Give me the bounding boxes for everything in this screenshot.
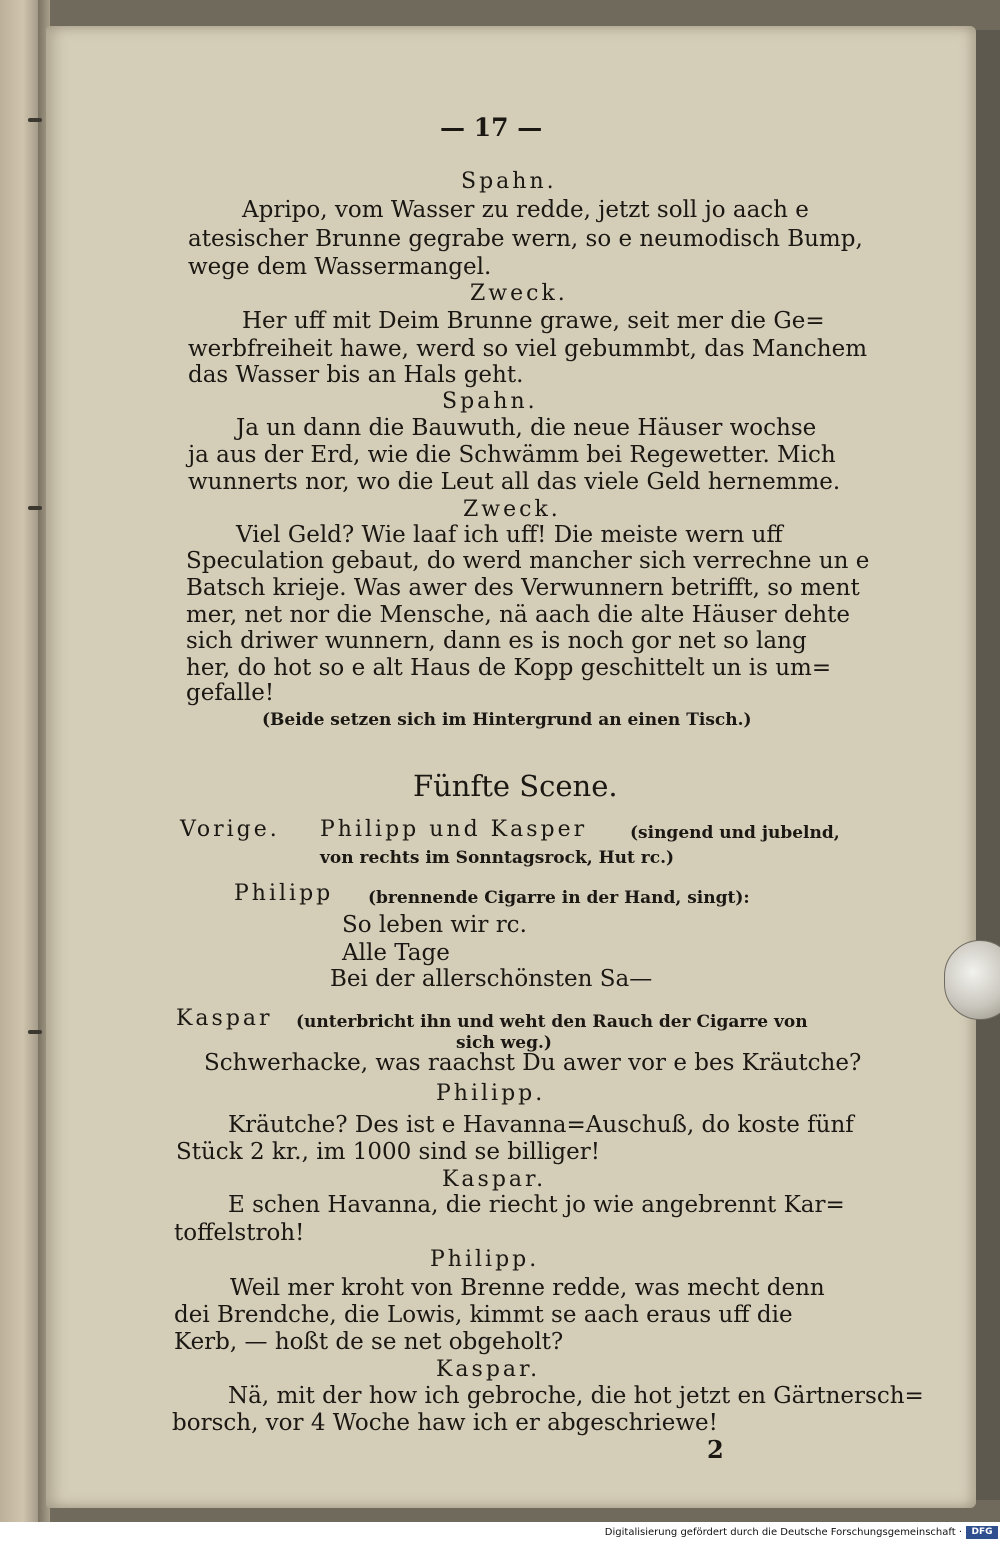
text-line: Kerb, — hoßt de se net obgeholt? — [174, 1329, 564, 1355]
text-line: dei Brendche, die Lowis, kimmt se aach eraus uff die — [174, 1302, 793, 1328]
left-page-edge — [0, 0, 42, 1522]
text-line: wunnerts nor, wo die Leut all das viele Geld hernemme. — [188, 469, 841, 495]
printer-signature: 2 — [707, 1435, 724, 1464]
text-line: Apripo, vom Wasser zu redde, jetzt soll jo aach e — [242, 197, 809, 223]
page-number: — 17 — — [440, 113, 543, 142]
speaker-name: Kaspar. — [442, 1167, 547, 1192]
text-line: her, do hot so e alt Haus de Kopp geschittelt un is um= — [186, 655, 832, 681]
text-line: Schwerhacke, was raachst Du awer vor e bes Kräutche? — [204, 1050, 862, 1076]
speaker-name: Zweck. — [470, 281, 568, 306]
text-line: ja aus der Erd, wie die Schwämm bei Regewetter. Mich — [188, 442, 836, 468]
text-line: Viel Geld? Wie laaf ich uff! Die meiste wern uff — [236, 522, 783, 548]
text-line: sich driwer wunnern, dann es is noch gor net so lang — [186, 628, 807, 654]
stage-direction: (unterbricht ihn und weht den Rauch der Cigarre von — [296, 1012, 808, 1032]
speaker-name: Philipp — [234, 881, 334, 906]
song-line: Alle Tage — [342, 940, 450, 966]
text-line: Weil mer kroht von Brenne redde, was mecht denn — [230, 1275, 825, 1301]
text-line: Her uff mit Deim Brunne grawe, seit mer die Ge= — [242, 308, 825, 334]
binding-thread — [28, 506, 42, 510]
text-line: Speculation gebaut, do werd mancher sich verrechne un e — [186, 548, 870, 574]
text-line: Kräutche? Des ist e Havanna=Auschuß, do koste fünf — [228, 1112, 854, 1138]
stage-direction: sich weg.) — [456, 1033, 552, 1053]
text-line: mer, net nor die Mensche, nä aach die alte Häuser dehte — [186, 602, 850, 628]
text-line: borsch, vor 4 Woche haw ich er abgeschriewe! — [172, 1410, 718, 1436]
text-line: E schen Havanna, die riecht jo wie angebrennt Kar= — [228, 1192, 845, 1218]
page-clip — [944, 940, 1000, 1020]
text-line: Batsch krieje. Was awer des Verwunnern betrifft, so ment — [186, 575, 860, 601]
song-line: Bei der allerschönsten Sa— — [330, 966, 653, 992]
scene-heading: Fünfte Scene. — [413, 769, 618, 803]
song-line: So leben wir rc. — [342, 912, 527, 938]
stage-direction: (singend und jubelnd, — [630, 823, 840, 843]
text-line: das Wasser bis an Hals geht. — [188, 362, 524, 388]
stage-direction: (Beide setzen sich im Hintergrund an einen Tisch.) — [262, 710, 752, 730]
scanner-edge — [976, 30, 1000, 1500]
dfg-credit: Digitalisierung gefördert durch die Deutsche Forschungsgemeinschaft · — [604, 1527, 962, 1538]
stage-direction: von rechts im Sonntagsrock, Hut rc.) — [320, 848, 675, 868]
text-line: werbfreiheit hawe, werd so viel gebummbt, das Manchem — [188, 336, 868, 362]
binding-thread — [28, 1030, 42, 1034]
text-line: Ja un dann die Bauwuth, die neue Häuser wochse — [236, 415, 817, 441]
text-line: gefalle! — [186, 680, 275, 706]
text-line: atesischer Brunne gegrabe wern, so e neumodisch Bump, — [188, 226, 863, 252]
speaker-name: Philipp. — [436, 1081, 546, 1106]
speaker-name: Spahn. — [461, 169, 557, 194]
stage-direction: (brennende Cigarre in der Hand, singt): — [368, 888, 750, 908]
speaker-name: Philipp. — [430, 1247, 540, 1272]
speaker-name: Kaspar — [176, 1006, 273, 1031]
entering-characters: Philipp und Kasper — [320, 817, 588, 842]
speaker-name: Zweck. — [463, 497, 561, 522]
text-line: Stück 2 kr., im 1000 sind se billiger! — [176, 1139, 600, 1165]
text-line: wege dem Wassermangel. — [188, 254, 492, 280]
vorige-label: Vorige. — [180, 817, 280, 842]
binding-thread — [28, 118, 42, 122]
dfg-logo: DFG — [966, 1526, 998, 1539]
speaker-name: Spahn. — [442, 389, 538, 414]
speaker-name: Kaspar. — [436, 1357, 541, 1382]
text-line: toffelstroh! — [174, 1220, 305, 1246]
text-line: Nä, mit der how ich gebroche, die hot jetzt en Gärtnersch= — [228, 1383, 924, 1409]
